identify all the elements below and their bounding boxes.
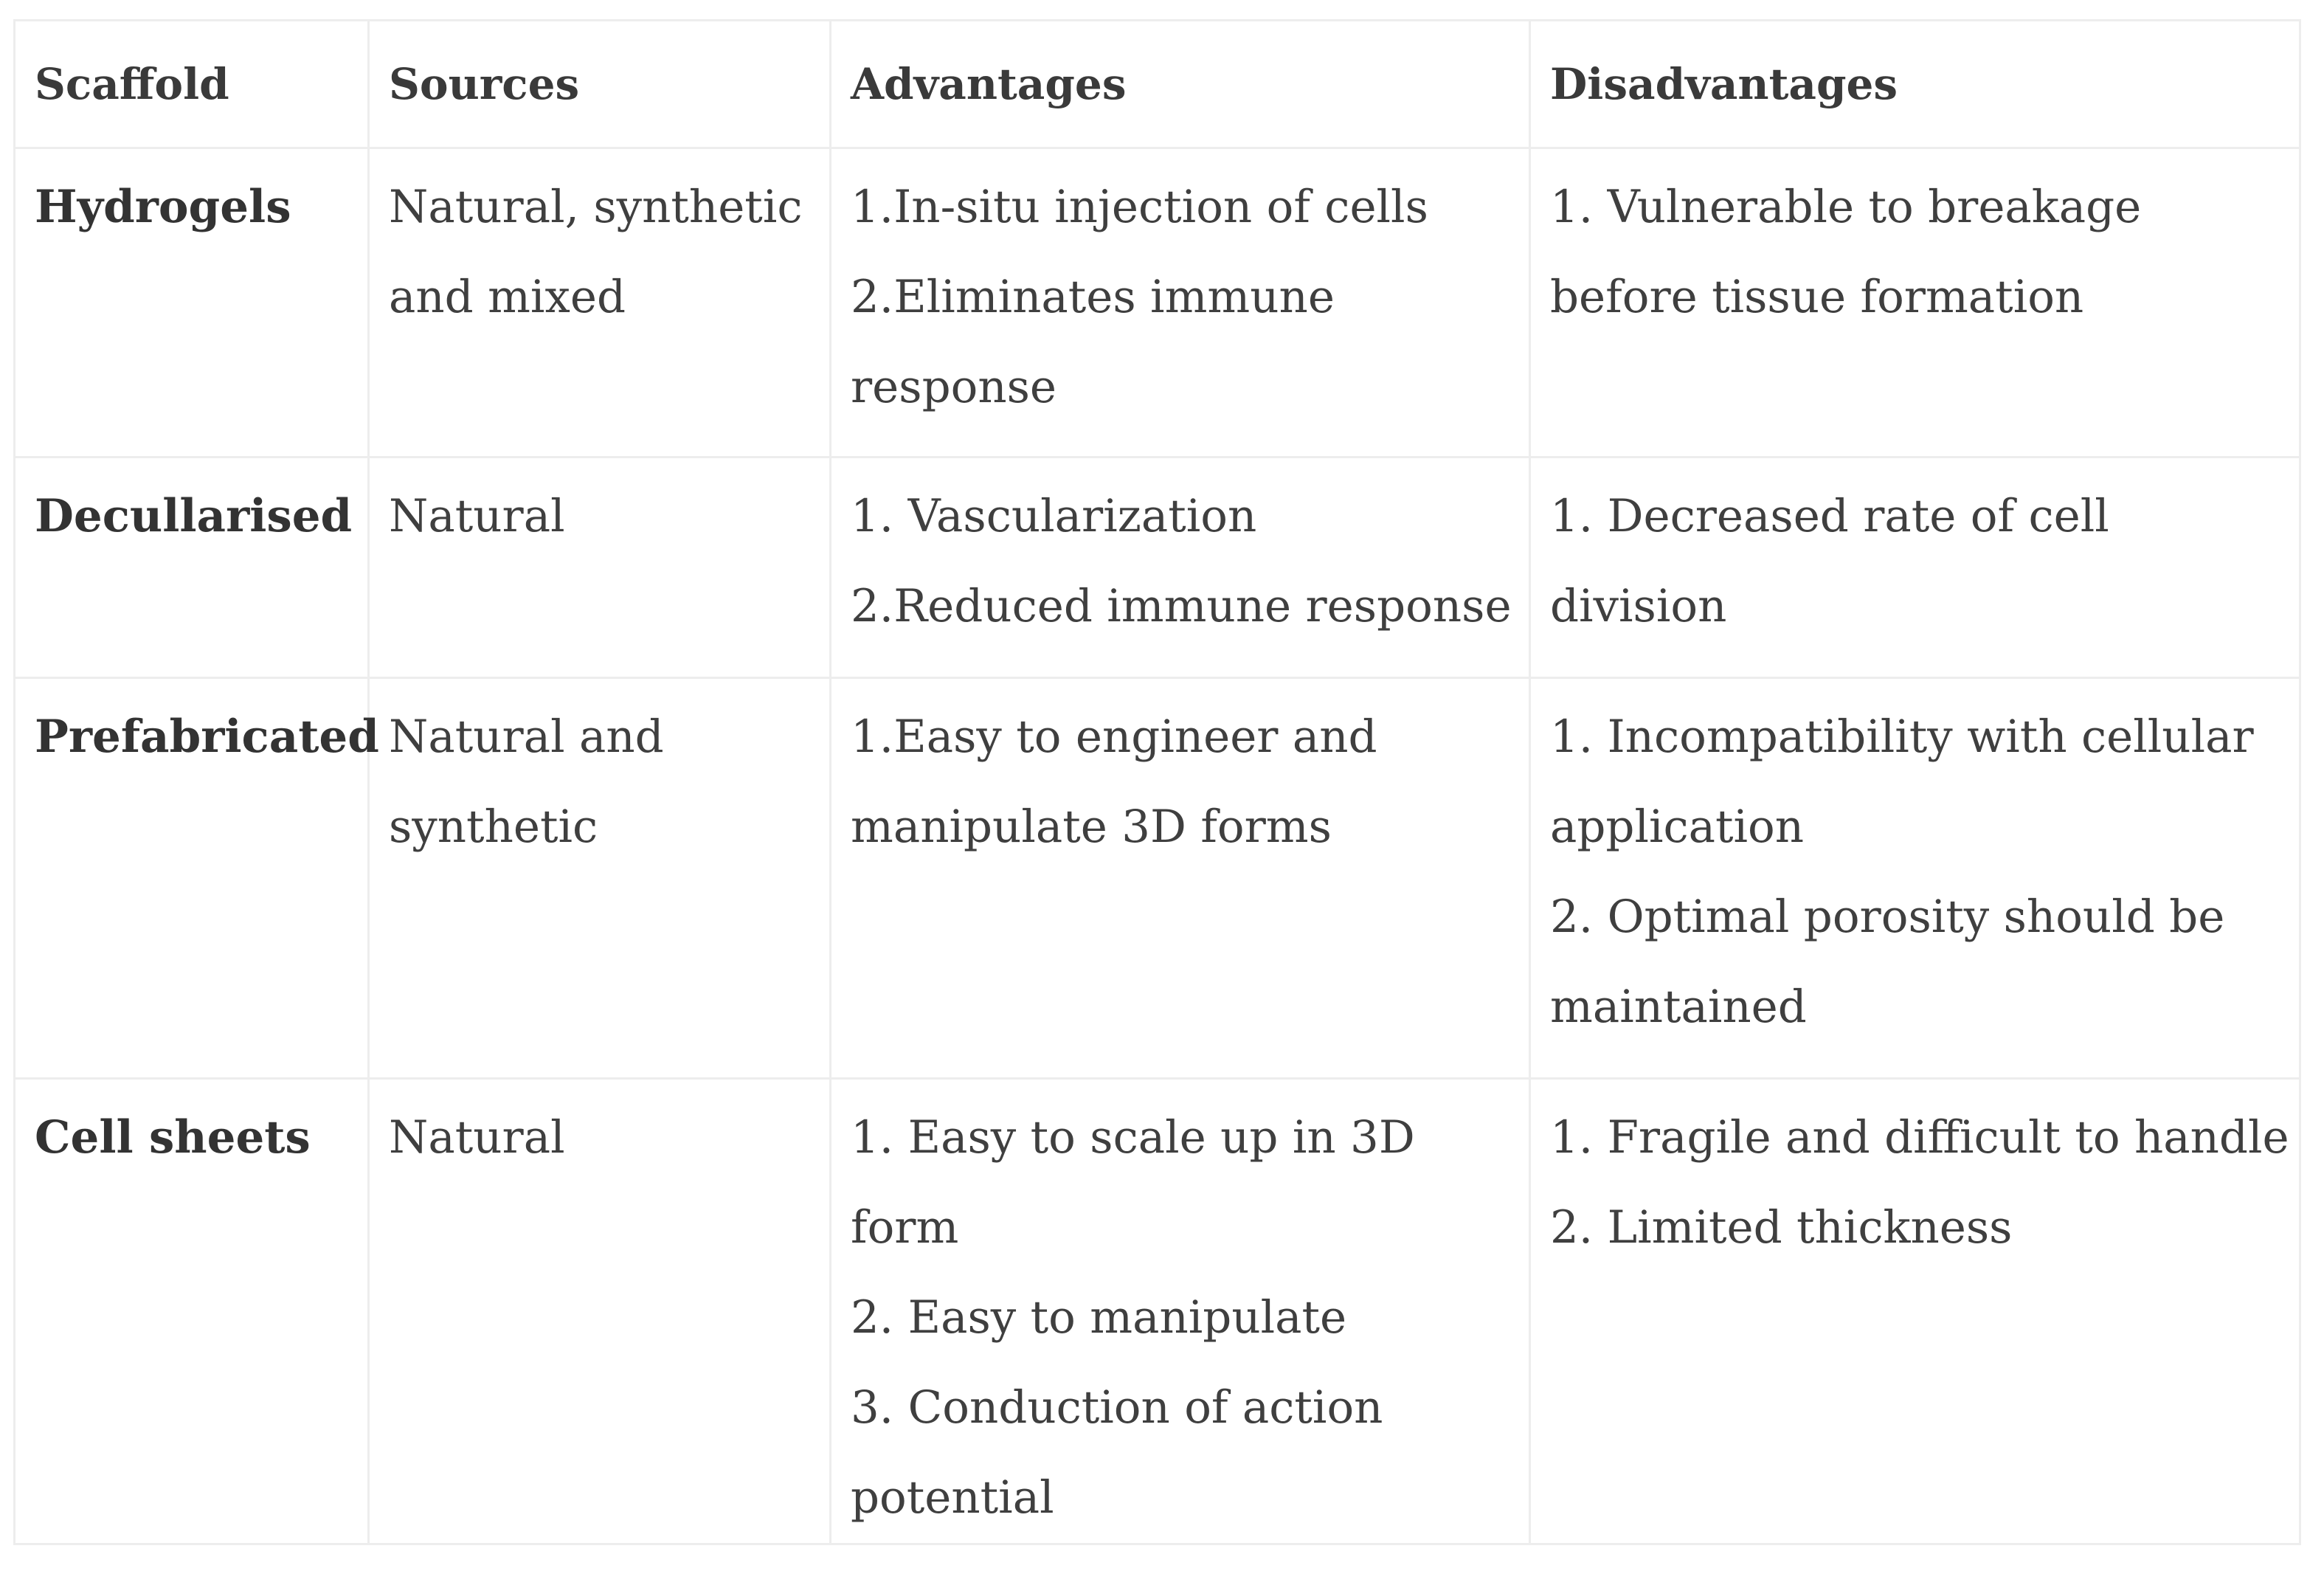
advantages-cell bbox=[831, 678, 1530, 1079]
column-header-scaffold: Scaffold bbox=[15, 21, 369, 148]
column-header-sources: Sources bbox=[369, 21, 831, 148]
scaffold-cell: Hydrogels bbox=[15, 148, 369, 457]
sources-cell bbox=[369, 457, 831, 678]
disadvantages-cell bbox=[1530, 148, 2300, 457]
disadvantages-cell bbox=[1530, 1079, 2300, 1544]
advantage-item: 2.Eliminates immune response bbox=[851, 271, 1335, 413]
scaffold-cell: Prefabricated bbox=[15, 678, 369, 1079]
advantage-item: 1.Easy to engineer and manipulate 3D forms bbox=[851, 711, 1377, 853]
advantages-cell bbox=[831, 457, 1530, 678]
sources-cell bbox=[369, 1079, 831, 1544]
column-header-advantages: Advantages bbox=[831, 21, 1530, 148]
sources-cell bbox=[369, 678, 831, 1079]
disadvantage-item: 2. Optimal porosity should be maintained bbox=[1550, 891, 2225, 1033]
sources-cell bbox=[369, 148, 831, 457]
sources-line: Natural and synthetic bbox=[389, 711, 664, 853]
scaffold-comparison-table bbox=[13, 19, 2301, 1545]
disadvantages-cell bbox=[1530, 457, 2300, 678]
table-row bbox=[15, 678, 2300, 1079]
advantage-item: 1.In-situ injection of cells bbox=[851, 181, 1428, 233]
sources-line: Natural bbox=[389, 490, 565, 542]
advantage-item: 3. Conduction of action potential bbox=[851, 1381, 1383, 1524]
advantages-cell bbox=[831, 148, 1530, 457]
disadvantages-cell bbox=[1530, 678, 2300, 1079]
disadvantage-item: 2. Limited thickness bbox=[1550, 1201, 2013, 1254]
scaffold-cell: Cell sheets bbox=[15, 1079, 369, 1544]
advantages-cell bbox=[831, 1079, 1530, 1544]
table-row bbox=[15, 148, 2300, 457]
table-row bbox=[15, 1079, 2300, 1544]
sources-line: Natural, synthetic and mixed bbox=[389, 181, 803, 323]
disadvantage-item: 1. Incompatibility with cellular application bbox=[1550, 711, 2254, 853]
advantage-item: 2. Easy to manipulate bbox=[851, 1291, 1347, 1344]
scaffold-cell: Decullarised bbox=[15, 457, 369, 678]
column-header-disadvantages: Disadvantages bbox=[1530, 21, 2300, 148]
sources-line: Natural bbox=[389, 1111, 565, 1164]
disadvantage-item: 1. Fragile and difficult to handle bbox=[1550, 1111, 2289, 1164]
table-header-row bbox=[15, 21, 2300, 148]
advantage-item: 1. Easy to scale up in 3D form bbox=[851, 1111, 1415, 1254]
disadvantage-item: 1. Decreased rate of cell division bbox=[1550, 490, 2109, 632]
disadvantage-item: 1. Vulnerable to breakage before tissue formation bbox=[1550, 181, 2142, 323]
table-row bbox=[15, 457, 2300, 678]
advantage-item: 1. Vascularization bbox=[851, 490, 1257, 542]
advantage-item: 2.Reduced immune response bbox=[851, 580, 1512, 632]
